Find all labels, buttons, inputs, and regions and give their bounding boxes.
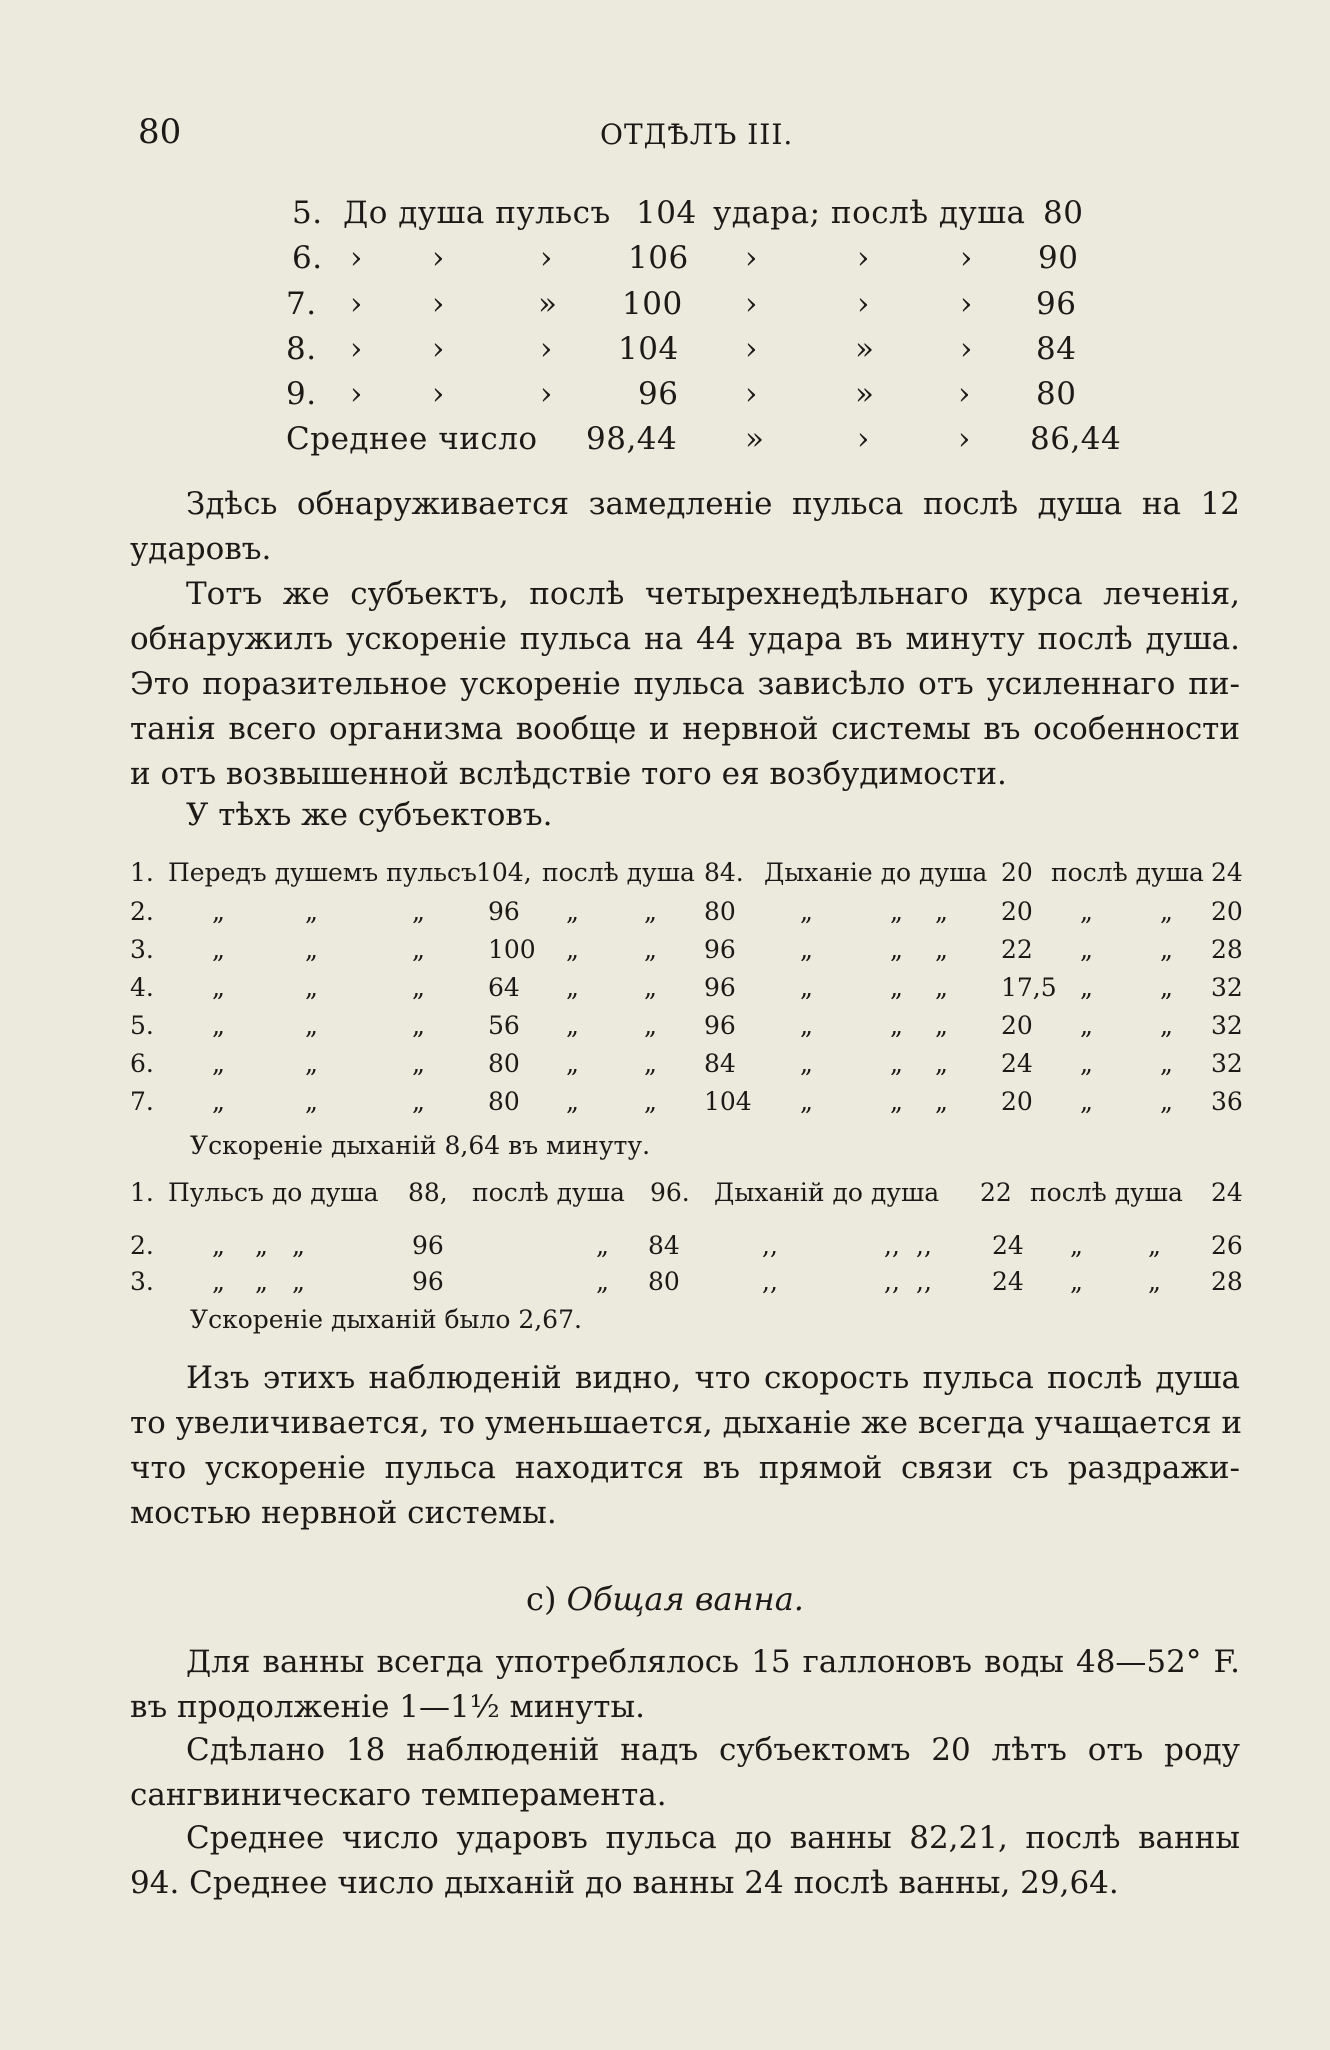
ditto-mark: ›	[857, 421, 870, 457]
ditto-mark: ,,	[762, 1267, 778, 1296]
ditto-mark: „	[644, 973, 657, 1002]
pulse-before: 100	[488, 935, 536, 964]
ditto-mark: ,,	[762, 1231, 778, 1260]
ditto-mark: „	[412, 1087, 425, 1116]
ditto-mark: „	[800, 1087, 813, 1116]
ditto-mark: „	[1148, 1231, 1161, 1260]
resp-before: 20	[1001, 897, 1033, 926]
resp-after: 28	[1211, 935, 1243, 964]
section-title: ОТДѢЛЪ III.	[600, 118, 794, 151]
ditto-mark: „	[935, 935, 948, 964]
ditto-mark: ,,	[884, 1267, 900, 1296]
ditto-mark: ›	[540, 331, 553, 367]
pulse-before: 96	[412, 1267, 444, 1296]
row-number: 5.	[130, 1011, 154, 1040]
resp-after: 24	[1211, 1178, 1243, 1207]
ditto-mark: ›	[745, 286, 758, 322]
ditto-mark: „	[890, 1049, 903, 1078]
text-line: 94. Среднее число дыханій до ванны 24 послѣ ванны, 29,64.	[130, 1865, 1119, 1901]
ditto-mark: „	[890, 935, 903, 964]
ditto-mark: »	[855, 376, 875, 412]
resp-before: 20	[1001, 1011, 1033, 1040]
ditto-mark: ,,	[916, 1231, 932, 1260]
resp-before: 20	[1001, 1087, 1033, 1116]
text-line: обнаружилъ ускореніе пульса на 44 удара въ минуту послѣ душа.	[130, 621, 1240, 657]
ditto-mark: „	[305, 973, 318, 1002]
paragraph	[130, 1816, 1240, 1906]
row-number: 9.	[286, 376, 317, 412]
resp-after: 28	[1211, 1267, 1243, 1296]
ditto-mark: „	[1148, 1267, 1161, 1296]
ditto-mark: „	[412, 973, 425, 1002]
ditto-mark: ›	[958, 421, 971, 457]
text-line: Изъ этихъ наблюденій видно, что скорость пульса послѣ душа	[186, 1360, 1240, 1396]
paragraph	[130, 1728, 1240, 1818]
row-number: 8.	[286, 331, 317, 367]
pulse-before: 96	[412, 1231, 444, 1260]
pulse-after: 80	[1043, 195, 1084, 231]
ditto-mark: ›	[350, 286, 363, 322]
ditto-mark: „	[212, 973, 225, 1002]
text-line: ударовъ.	[130, 531, 272, 567]
page-number: 80	[138, 112, 182, 152]
resp-before: 24	[992, 1267, 1024, 1296]
row-number: 3.	[130, 1267, 154, 1296]
resp-after: 32	[1211, 1049, 1243, 1078]
row-label: До душа пульсъ	[343, 195, 611, 231]
ditto-mark: „	[800, 1011, 813, 1040]
paragraph	[130, 482, 1240, 572]
ditto-mark: „	[305, 935, 318, 964]
ditto-mark: ›	[958, 376, 971, 412]
resp-before: 22	[980, 1178, 1012, 1207]
ditto-mark: „	[412, 935, 425, 964]
ditto-mark: „	[212, 1049, 225, 1078]
text-line: Это поразительное ускореніе пульса зависѣло отъ усиленнаго пи-	[130, 666, 1240, 702]
pulse-after: 80	[704, 897, 736, 926]
resp-before: 22	[1001, 935, 1033, 964]
ditto-mark: „	[412, 1049, 425, 1078]
ditto-mark: „	[412, 1011, 425, 1040]
text-line: Сдѣлано 18 наблюденій надъ субъектомъ 20 лѣтъ отъ роду	[186, 1732, 1240, 1768]
ditto-mark: „	[1160, 1049, 1173, 1078]
pulse-before: 56	[488, 1011, 520, 1040]
pulse-before: 104,	[476, 858, 532, 887]
pulse-after: 84	[1036, 331, 1077, 367]
row-number: 5.	[292, 195, 323, 231]
ditto-mark: „	[566, 1011, 579, 1040]
ditto-mark: „	[1070, 1267, 1083, 1296]
ditto-mark: „	[1160, 973, 1173, 1002]
ditto-mark: „	[212, 1267, 225, 1296]
ditto-mark: „	[890, 1011, 903, 1040]
ditto-mark: „	[1080, 935, 1093, 964]
row-text: Дыханій до душа	[714, 1178, 940, 1207]
resp-after: 20	[1211, 897, 1243, 926]
ditto-mark: „	[890, 897, 903, 926]
pulse-after: 104	[704, 1087, 752, 1116]
ditto-mark: „	[1080, 897, 1093, 926]
ditto-mark: „	[644, 1011, 657, 1040]
ditto-mark: ›	[960, 286, 973, 322]
resp-after: 32	[1211, 1011, 1243, 1040]
ditto-mark: „	[566, 897, 579, 926]
ditto-mark: „	[412, 897, 425, 926]
ditto-mark: „	[212, 1231, 225, 1260]
ditto-mark: „	[935, 1049, 948, 1078]
text-line: то увеличивается, то уменьшается, дыханіе же всегда учащается и	[130, 1405, 1243, 1441]
pulse-after: 86,44	[1030, 421, 1122, 457]
ditto-mark: „	[800, 897, 813, 926]
ditto-mark: „	[292, 1267, 305, 1296]
row-number: 7.	[130, 1087, 154, 1116]
row-number: 2.	[130, 1231, 154, 1260]
ditto-mark: ›	[432, 376, 445, 412]
row-text: послѣ душа	[472, 1178, 625, 1207]
row-number: 1.	[130, 858, 154, 887]
paragraph	[130, 1356, 1243, 1536]
ditto-mark: ›	[745, 376, 758, 412]
ditto-mark: „	[644, 1087, 657, 1116]
pulse-before: 100	[622, 286, 683, 322]
ditto-mark: „	[212, 1011, 225, 1040]
row-number: 2.	[130, 897, 154, 926]
ditto-mark: „	[305, 897, 318, 926]
ditto-mark: ›	[540, 240, 553, 276]
ditto-mark: »	[538, 286, 558, 322]
pulse-before: 96	[638, 376, 679, 412]
ditto-mark: „	[1080, 1049, 1093, 1078]
pulse-before: 104	[618, 331, 679, 367]
pulse-before: 98,44	[586, 421, 678, 457]
text-line: и отъ возвышенной вслѣдствіе того ея возбудимости.	[130, 756, 1007, 792]
ditto-mark: „	[596, 1231, 609, 1260]
text-line: Здѣсь обнаруживается замедленіе пульса послѣ душа на 12	[186, 486, 1240, 522]
ditto-mark: ›	[350, 331, 363, 367]
pulse-before: 80	[488, 1087, 520, 1116]
ditto-mark: ›	[745, 331, 758, 367]
ditto-mark: ,,	[884, 1231, 900, 1260]
row-text: послѣ душа	[1030, 1178, 1183, 1207]
ditto-mark: „	[255, 1267, 268, 1296]
pulse-after: 80	[648, 1267, 680, 1296]
ditto-mark: „	[800, 973, 813, 1002]
pulse-after: 96	[1036, 286, 1077, 322]
ditto-mark: „	[255, 1231, 268, 1260]
ditto-mark: „	[935, 1011, 948, 1040]
ditto-mark: „	[566, 1087, 579, 1116]
ditto-mark: „	[800, 1049, 813, 1078]
pulse-after: 90	[1038, 240, 1079, 276]
ditto-mark: „	[935, 897, 948, 926]
ditto-mark: ›	[960, 331, 973, 367]
heading-title: Общая ванна.	[566, 1580, 804, 1618]
ditto-mark: „	[1160, 935, 1173, 964]
pulse-after: 84	[704, 1049, 736, 1078]
text-line: Тотъ же субъектъ, послѣ четырехнедѣльнаго курса леченія,	[186, 576, 1240, 612]
text-line: Среднее число ударовъ пульса до ванны 82,21, послѣ ванны	[186, 1820, 1240, 1856]
row-text: Дыханіе до душа	[764, 858, 988, 887]
ditto-mark: „	[305, 1087, 318, 1116]
pulse-before: 64	[488, 973, 520, 1002]
table-summary: Ускореніе дыханій 8,64 въ минуту.	[190, 1131, 651, 1160]
ditto-mark: ›	[350, 240, 363, 276]
ditto-mark: „	[890, 1087, 903, 1116]
ditto-mark: ›	[857, 286, 870, 322]
ditto-mark: „	[212, 1087, 225, 1116]
ditto-mark: ›	[857, 240, 870, 276]
ditto-mark: »	[855, 331, 875, 367]
row-number: 6.	[292, 240, 323, 276]
ditto-mark: „	[292, 1231, 305, 1260]
ditto-mark: „	[1080, 1087, 1093, 1116]
text-line: въ продолженіе 1—1½ минуты.	[130, 1689, 645, 1725]
text-line: сангвиническаго темперамента.	[130, 1777, 667, 1813]
row-label: Пульсъ до душа	[168, 1178, 379, 1207]
ditto-mark: ›	[960, 240, 973, 276]
ditto-mark: „	[1160, 897, 1173, 926]
row-number: 6.	[130, 1049, 154, 1078]
row-label: Передъ душемъ пульсъ	[168, 858, 477, 887]
ditto-mark: „	[596, 1267, 609, 1296]
row-text: послѣ душа	[1051, 858, 1204, 887]
ditto-mark: ›	[432, 286, 445, 322]
resp-after: 32	[1211, 973, 1243, 1002]
pulse-after: 96.	[650, 1178, 690, 1207]
ditto-mark: „	[1070, 1231, 1083, 1260]
ditto-mark: „	[212, 897, 225, 926]
ditto-mark: „	[800, 935, 813, 964]
ditto-mark: „	[212, 935, 225, 964]
resp-after: 24	[1211, 858, 1243, 887]
ditto-mark: ›	[350, 376, 363, 412]
ditto-mark: „	[935, 973, 948, 1002]
average-label: Среднее число	[286, 421, 538, 457]
ditto-mark: „	[305, 1049, 318, 1078]
paragraph: У тѣхъ же субъектовъ.	[186, 797, 553, 833]
resp-before: 24	[1001, 1049, 1033, 1078]
row-mid-text: удара; послѣ душа	[713, 195, 1026, 231]
table-summary: Ускореніе дыханій было 2,67.	[190, 1305, 582, 1334]
resp-before: 17,5	[1001, 973, 1057, 1002]
resp-before: 24	[992, 1231, 1024, 1260]
text-line: что ускореніе пульса находится въ прямой связи съ раздражи-	[130, 1450, 1240, 1486]
ditto-mark: „	[1080, 973, 1093, 1002]
ditto-mark: „	[1080, 1011, 1093, 1040]
ditto-mark: „	[566, 973, 579, 1002]
text-line: Для ванны всегда употреблялось 15 галлоновъ воды 48—52° F.	[186, 1644, 1240, 1680]
pulse-after: 96	[704, 973, 736, 1002]
resp-after: 26	[1211, 1231, 1243, 1260]
pulse-before: 80	[488, 1049, 520, 1078]
row-number: 7.	[286, 286, 317, 322]
ditto-mark: „	[1160, 1011, 1173, 1040]
ditto-mark: „	[890, 973, 903, 1002]
paragraph	[130, 572, 1240, 797]
pulse-after: 84.	[704, 858, 744, 887]
ditto-mark: ›	[745, 240, 758, 276]
ditto-mark: ›	[540, 376, 553, 412]
ditto-mark: „	[566, 1049, 579, 1078]
ditto-mark: „	[1160, 1087, 1173, 1116]
row-number: 3.	[130, 935, 154, 964]
paragraph	[130, 1640, 1240, 1730]
ditto-mark: „	[644, 897, 657, 926]
pulse-after: 80	[1036, 376, 1077, 412]
resp-before: 20	[1001, 858, 1033, 887]
pulse-before: 88,	[408, 1178, 448, 1207]
ditto-mark: ›	[432, 331, 445, 367]
ditto-mark: »	[745, 421, 765, 457]
pulse-after: 84	[648, 1231, 680, 1260]
pulse-after: 96	[704, 1011, 736, 1040]
ditto-mark: „	[566, 935, 579, 964]
ditto-mark: ,,	[916, 1267, 932, 1296]
pulse-before: 104	[636, 195, 697, 231]
row-text: послѣ душа	[542, 858, 695, 887]
pulse-after: 96	[704, 935, 736, 964]
ditto-mark: „	[305, 1011, 318, 1040]
text-line: мостью нервной системы.	[130, 1495, 557, 1531]
pulse-before: 96	[488, 897, 520, 926]
ditto-mark: ›	[432, 240, 445, 276]
ditto-mark: „	[644, 1049, 657, 1078]
ditto-mark: „	[935, 1087, 948, 1116]
pulse-before: 106	[628, 240, 689, 276]
ditto-mark: „	[644, 935, 657, 964]
row-number: 1.	[130, 1178, 154, 1207]
heading-letter: c)	[526, 1580, 557, 1618]
text-line: танія всего организма вообще и нервной системы въ особенности	[130, 711, 1240, 747]
row-number: 4.	[130, 973, 154, 1002]
resp-after: 36	[1211, 1087, 1243, 1116]
section-heading	[0, 1580, 1330, 1618]
